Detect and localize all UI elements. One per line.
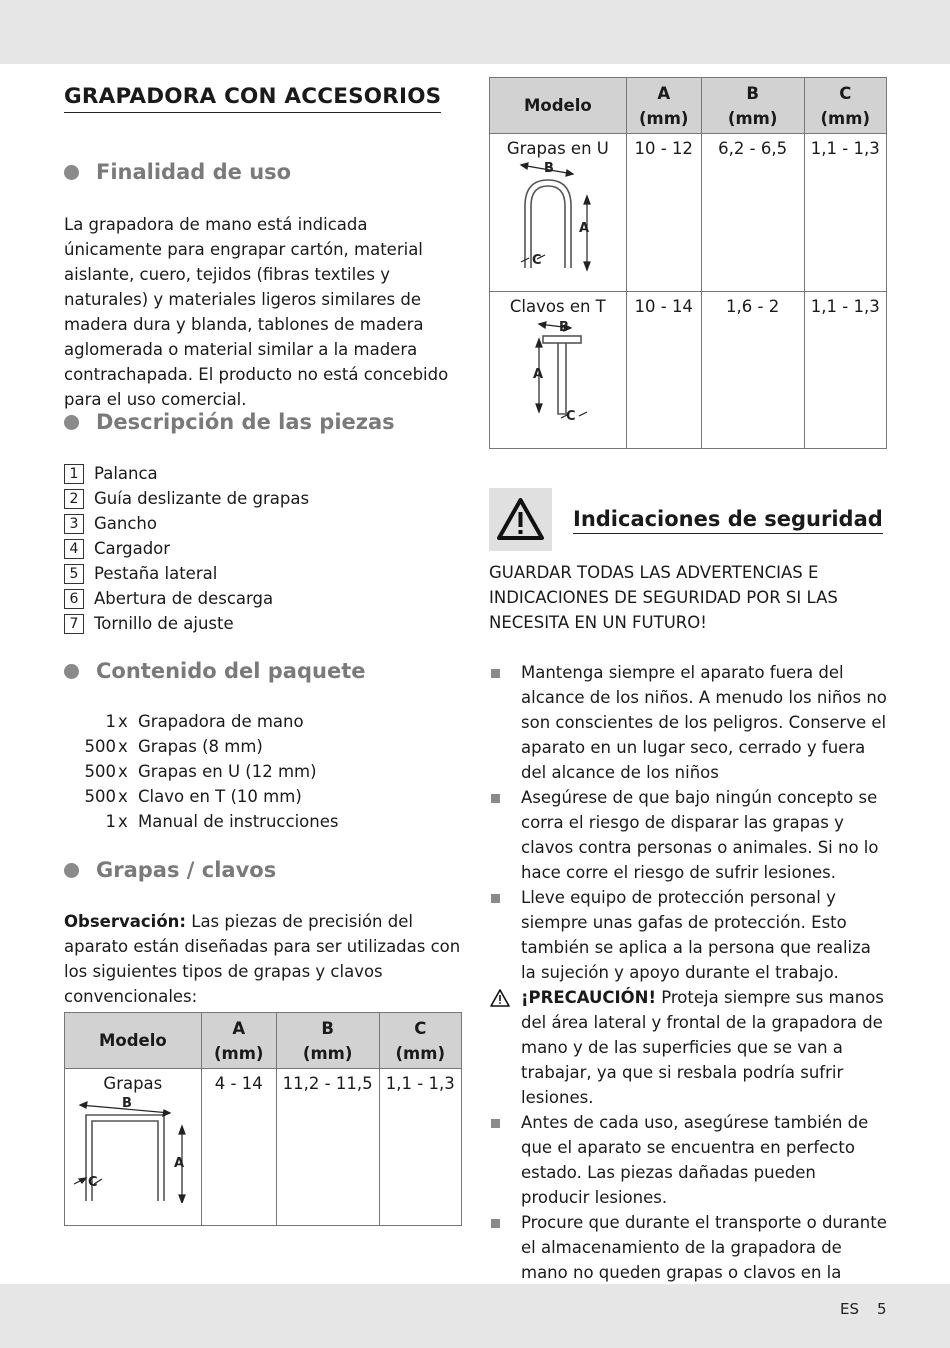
section-bullet-icon: [64, 664, 79, 679]
part-number: 3: [64, 514, 84, 534]
safety-item-text: Mantenga siempre el aparato fuera del alcance de los niños. A menudo los niños no son conscientes de los peligros. Conserve el aparato en un lugar seco, cerrado y fuera del alcance de los niños: [521, 663, 887, 782]
square-bullet-icon: [491, 894, 500, 903]
part-label: Cargador: [94, 539, 171, 558]
safety-item-text: Asegúrese de que bajo ningún concepto se corra el riesgo de disparar las grapas y clavos contra personas o animales. Si no lo hace corre el riesgo de sufrir lesiones.: [521, 788, 879, 882]
package-times: x: [118, 787, 128, 806]
col-header-modelo: Modelo: [65, 1013, 202, 1069]
col-header-modelo: Modelo: [490, 78, 627, 134]
staples-spec-table: [64, 1012, 462, 1226]
bottom-band: [0, 1284, 950, 1348]
col-header-a: [201, 1013, 276, 1069]
package-times: x: [118, 737, 128, 756]
col-header-unit: (mm): [302, 1043, 353, 1063]
section-heading-paquete: [64, 659, 365, 683]
package-item: [64, 709, 338, 734]
cell-a: 10 - 14: [626, 292, 701, 449]
parts-list-item: [64, 511, 309, 536]
safety-list: [489, 660, 889, 1310]
package-item: [64, 809, 338, 834]
model-name: Grapas en U: [506, 139, 609, 158]
list-item: [489, 885, 889, 985]
table-header-row: [490, 78, 887, 134]
package-item-label: Grapas en U (12 mm): [138, 762, 317, 781]
part-number: 4: [64, 539, 84, 559]
col-header-a: [626, 78, 701, 134]
dimension-label-b: B: [122, 1096, 132, 1111]
cell-modelo: [490, 134, 627, 292]
col-header-unit: (mm): [638, 108, 689, 128]
safety-heading: Indicaciones de seguridad: [573, 507, 883, 534]
package-times: x: [118, 762, 128, 781]
package-qty: 1: [105, 712, 116, 731]
caution-triangle-icon: [489, 988, 511, 1008]
col-header-letter: B: [321, 1018, 334, 1038]
section-title: Finalidad de uso: [96, 160, 292, 184]
table-row: [490, 134, 887, 292]
section-title: Descripción de las piezas: [96, 410, 395, 434]
grapas-note: [64, 909, 464, 1009]
package-qty: 500: [84, 737, 116, 756]
dimension-label-b: B: [544, 161, 554, 176]
square-bullet-icon: [491, 669, 500, 678]
safety-item-text: Antes de cada uso, asegúrese también de que el aparato se encuentra en perfecto estado. Las piezas dañadas pueden producir lesiones.: [521, 1113, 869, 1207]
cell-b: 1,6 - 2: [701, 292, 804, 449]
list-item: [489, 1110, 889, 1210]
cell-modelo: [65, 1069, 202, 1226]
cell-modelo: [490, 292, 627, 449]
part-label: Guía deslizante de grapas: [94, 489, 310, 508]
col-header-letter: A: [232, 1018, 246, 1038]
part-number: 5: [64, 564, 84, 584]
dimension-label-a: A: [579, 221, 590, 236]
section-bullet-icon: [64, 165, 79, 180]
col-header-letter: C: [414, 1018, 427, 1038]
warning-triangle-icon: [489, 488, 552, 551]
cell-a: 10 - 12: [626, 134, 701, 292]
model-name: Clavos en T: [509, 297, 606, 316]
finalidad-paragraph: La grapadora de mano está indicada únicamente para engrapar cartón, material aislante, cuero, tejidos (fibras textiles y naturales) y materiales ligeros similares de madera dura y blanda, tablones de madera aglomerada o material similar a la madera contrachapada. El producto no está concebido para el uso comercial.: [64, 215, 449, 409]
page-number: 5: [877, 1300, 887, 1318]
package-item-label: Clavo en T (10 mm): [138, 787, 302, 806]
note-label: Observación:: [64, 912, 186, 931]
t-nail-diagram-icon: [491, 316, 621, 426]
table-row: [65, 1069, 462, 1226]
col-header-unit: (mm): [395, 1043, 445, 1063]
u-staple-diagram-icon: [491, 158, 621, 273]
package-qty: 500: [84, 762, 116, 781]
parts-list-item: [64, 536, 309, 561]
package-item-label: Grapadora de mano: [138, 712, 304, 731]
table-header-row: [65, 1013, 462, 1069]
cell-c: 1,1 - 1,3: [804, 134, 886, 292]
dimension-label-c: C: [532, 253, 542, 268]
package-qty: 1: [105, 812, 116, 831]
parts-list-item: [64, 461, 309, 486]
package-qty: 500: [84, 787, 116, 806]
section-bullet-icon: [64, 415, 79, 430]
caution-label: ¡PRECAUCIÓN!: [521, 988, 656, 1007]
staple-diagram-icon: [66, 1093, 196, 1203]
safety-caps-note: GUARDAR TODAS LAS ADVERTENCIAS E INDICACIONES DE SEGURIDAD POR SI LAS NECESITA EN UN FUTURO!: [489, 563, 838, 632]
square-bullet-icon: [491, 794, 500, 803]
dimension-label-a: A: [533, 367, 544, 382]
package-item: [64, 734, 338, 759]
section-heading-grapas: [64, 858, 276, 882]
col-header-letter: C: [839, 83, 852, 103]
footer-language: ES: [840, 1300, 859, 1318]
model-name: Grapas: [103, 1074, 163, 1093]
col-header-unit: (mm): [213, 1043, 264, 1063]
cell-b: 11,2 - 11,5: [276, 1069, 379, 1226]
package-item-label: Manual de instrucciones: [138, 812, 339, 831]
safety-item-text: Procure que durante el transporte o durante el almacenamiento de la grapadora de mano no queden grapas o clavos en la: [521, 1213, 887, 1282]
section-heading-piezas: [64, 410, 395, 434]
package-times: x: [118, 812, 128, 831]
package-contents-list: [64, 709, 338, 834]
dimension-label-c: C: [88, 1175, 98, 1190]
package-times: x: [118, 712, 128, 731]
caution-text: Proteja siempre sus manos del área lateral y frontal de la grapadora de mano y de las superficies que se van a trabajar, ya que si resbala podría sufrir lesiones.: [521, 988, 884, 1107]
safety-item-text: Lleve equipo de protección personal y siempre unas gafas de protección. Esto también se aplica a la persona que realiza la sujeción y apoyo durante el trabajo.: [521, 888, 871, 982]
cell-b: 6,2 - 6,5: [701, 134, 804, 292]
parts-list-item: [64, 611, 309, 636]
section-title: Contenido del paquete: [96, 659, 366, 683]
col-header-b: [701, 78, 804, 134]
part-label: Abertura de descarga: [94, 589, 274, 608]
dimension-label-a: A: [174, 1156, 185, 1171]
part-number: 1: [64, 464, 84, 484]
package-item: [64, 784, 338, 809]
col-header-letter: B: [746, 83, 759, 103]
part-number: 2: [64, 489, 84, 509]
section-heading-finalidad: [64, 160, 291, 184]
parts-list-item: [64, 486, 309, 511]
cell-c: 1,1 - 1,3: [379, 1069, 461, 1226]
col-header-unit: (mm): [727, 108, 778, 128]
u-staples-t-nails-spec-table: [489, 77, 887, 449]
parts-list-item: [64, 561, 309, 586]
part-number: 7: [64, 614, 84, 634]
cell-a: 4 - 14: [201, 1069, 276, 1226]
col-header-c: [804, 78, 886, 134]
col-header-c: [379, 1013, 461, 1069]
cell-c: 1,1 - 1,3: [804, 292, 886, 449]
square-bullet-icon: [491, 1219, 500, 1228]
part-label: Tornillo de ajuste: [94, 614, 234, 633]
section-bullet-icon: [64, 863, 79, 878]
list-item: [489, 660, 889, 785]
dimension-label-b: B: [559, 320, 569, 335]
square-bullet-icon: [491, 1119, 500, 1128]
section-title: Grapas / clavos: [96, 858, 277, 882]
parts-list: [64, 461, 309, 636]
top-band: [0, 0, 950, 64]
table-row: [490, 292, 887, 449]
part-label: Gancho: [94, 514, 157, 533]
part-label: Pestaña lateral: [94, 564, 218, 583]
note-text: Las piezas de precisión del aparato están diseñadas para ser utilizadas con los siguientes tipos de grapas y clavos convencionales:: [64, 912, 461, 1006]
part-number: 6: [64, 589, 84, 609]
col-header-b: [276, 1013, 379, 1069]
part-label: Palanca: [94, 464, 158, 483]
dimension-label-c: C: [566, 409, 576, 424]
parts-list-item: [64, 586, 309, 611]
list-item: [489, 785, 889, 885]
safety-item-text: [521, 985, 889, 1110]
package-item-label: Grapas (8 mm): [138, 737, 263, 756]
list-item-caution: [489, 985, 889, 1110]
package-item: [64, 759, 338, 784]
col-header-unit: (mm): [820, 108, 870, 128]
col-header-letter: A: [657, 83, 671, 103]
page-title: GRAPADORA CON ACCESORIOS: [64, 84, 441, 113]
